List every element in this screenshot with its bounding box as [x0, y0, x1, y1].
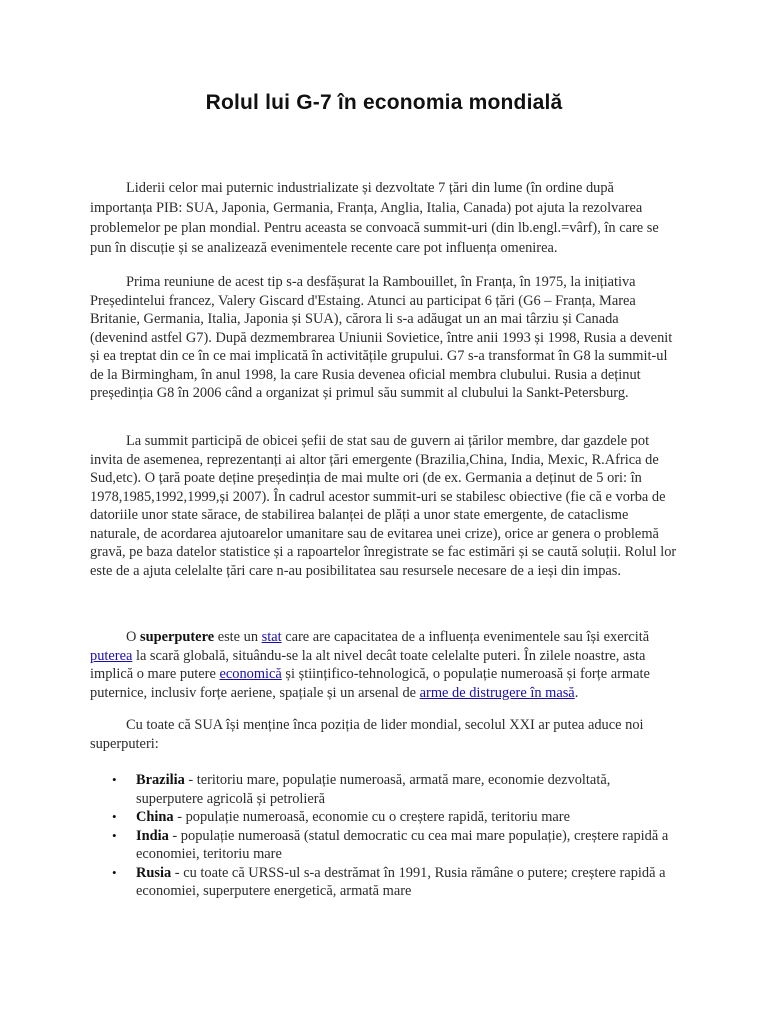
- paragraph-new-superpowers: Cu toate că SUA își menține înca poziția de lider mondial, secolul XXI ar putea aduce noi superputeri:: [90, 717, 644, 752]
- list-item-china: [90, 808, 678, 827]
- text-segment: O: [126, 629, 140, 645]
- country-description: - populație numeroasă, economie cu o creștere rapidă, teritoriu mare: [173, 809, 570, 825]
- page-title: Rolul lui G-7 în economia mondială: [205, 91, 563, 114]
- list-item-brazilia: [90, 771, 678, 808]
- country-description: - cu toate că URSS-ul s-a destrămat în 1991, Rusia rămâne o putere; creștere rapidă a economiei, superputere energetică, armată mare: [136, 864, 666, 899]
- bullet-icon: •: [112, 827, 117, 843]
- paragraph-g7-intro: Liderii celor mai puternic industrializate și dezvoltate 7 țări din lume (în ordine după importanța PIB: SUA, Japonia, Germania, Franța, Anglia, Italia, Canada) pot ajuta la rezolvarea problemelor pe plan mondial. Pentru aceasta se convoacă summit-uri (din lb.engl.=vârf), în care se pun în discuție și se analizează evenimentele recente care pot influența omenirea.: [90, 180, 659, 256]
- country-name: Brazilia: [136, 772, 185, 788]
- link-arme-distrugere-masa[interactable]: arme de distrugere în masă: [419, 684, 575, 701]
- paragraph-summit-participants: La summit participă de obicei șefii de stat sau de guvern ai țărilor membre, dar gazdele pot invita de asemenea, reprezentanți ai altor țări emergente (Brazilia,China, India, Mexic, R.Africa de Sud,etc). O țară poate deține președinția de mai multe ori (de ex. Germania a deținut de 5 ori: în 1978,1985,1992,1999,și 2007). În cadrul acestor summit-uri se stabilesc obiective (fie că e vorba de datoriile unor state sărace, de stabilirea balanței de plăți a unor state emergente, de cataclisme naturale, de acordarea ajutoarelor umanitare sau de evitarea unei crize), orice ar genera o problemă gravă, pe baza datelor statistice și a rapoartelor înregistrate se fac estimări și se caută soluții. Rolul lor este de a ajuta celelalte țări care n-au posibilitatea sau resursele necesare de a ieși din impas.: [90, 433, 677, 579]
- text-segment: la scară globală, situându-se la alt nivel decât toate celelalte puteri. În zilele noastre, asta implică o mare putere: [90, 647, 646, 682]
- bullet-icon: •: [112, 809, 117, 824]
- list-item-rusia: [90, 864, 678, 901]
- link-economica[interactable]: economică: [219, 666, 282, 682]
- text-segment: .: [574, 684, 579, 701]
- link-puterea[interactable]: puterea: [90, 647, 133, 664]
- bullet-icon: •: [112, 864, 117, 880]
- superputere-term: superputere: [140, 629, 215, 645]
- bullet-icon: •: [112, 772, 117, 787]
- text-segment: este un: [214, 629, 262, 645]
- country-name: Rusia: [136, 864, 172, 881]
- superpowers-list: [90, 771, 678, 901]
- text-segment: și științifico-tehnologică, o populație numeroasă și forțe armate puternice, inclusiv forțe aeriene, spațiale și un arsenal de: [90, 666, 650, 701]
- country-name: China: [136, 809, 174, 825]
- country-description: - populație numeroasă (statul democratic cu cea mai mare populație), creștere rapidă a economiei, teritoriu mare: [136, 827, 669, 862]
- country-description: - teritoriu mare, populație numeroasă, armată mare, economie dezvoltată, superputere agricolă și petrolieră: [136, 772, 611, 807]
- link-stat[interactable]: stat: [261, 629, 282, 645]
- country-name: India: [136, 827, 169, 844]
- list-item-india: [90, 827, 678, 864]
- paragraph-first-meeting: Prima reuniune de acest tip s-a desfășurat la Rambouillet, în Franța, în 1975, la inițiativa Președintelui francez, Valery Giscard d'Estaing. Atunci au participat 6 țări (G6 – Franța, Marea Britanie, Germania, Italia, Japonia și SUA), cărora li s-a adăugat un an mai târziu și Canada (devenind astfel G7). După dezmembrarea Uniunii Sovietice, între anii 1993 și 1998, Rusia a devenit și ea treptat din ce în ce mai implicată în activitățile grupului. G7 s-a transformat în G8 la summit-ul de la Birmingham, în anul 1998, la care Rusia devenea oficial membra clubului. Rusia a deținut președinția G8 în 2006 când a organizat și primul său summit al clubului la Sankt-Petersburg.: [90, 274, 673, 401]
- paragraph-superpower-definition: [90, 628, 678, 702]
- text-segment: care are capacitatea de a influența evenimentele sau își exercită: [281, 629, 650, 645]
